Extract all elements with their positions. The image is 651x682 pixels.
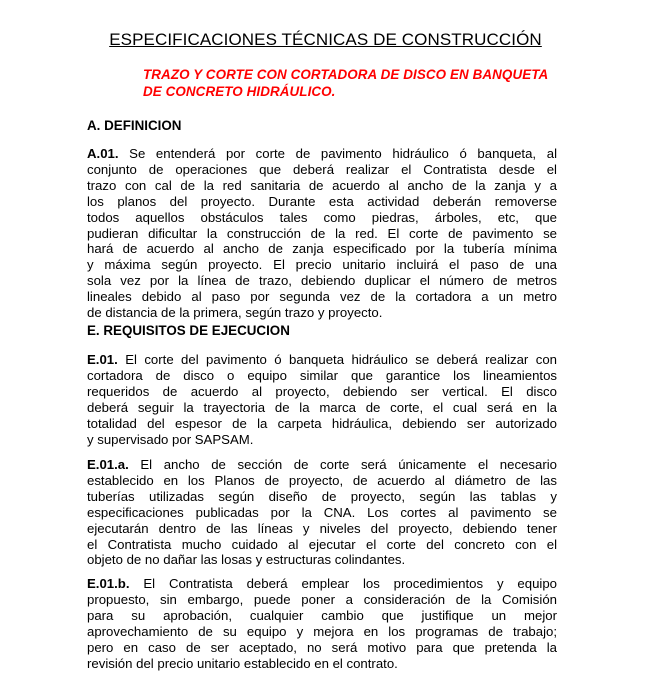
paragraph-line: establecido en los Planos de proyecto, de acuerdo al diámetro de las <box>87 472 557 488</box>
paragraph-line: pudieran dificultar la construcción de la red. El corte de pavimento se <box>87 225 557 241</box>
document-subtitle <box>143 67 573 100</box>
paragraph-line: los planos del proyecto. Durante esta actividad deberán removerse <box>87 193 557 209</box>
paragraph-line: objeto de no dañar las losas y estructuras colindantes. <box>87 552 406 568</box>
paragraph-line: cortadora de disco o equipo similar que garantice los lineamientos <box>87 367 557 383</box>
paragraph-line: requeridos de acuerdo al proyecto, debiendo ser vertical. El disco <box>87 383 557 399</box>
paragraph-line: Se entenderá por corte de pavimento hidráulico ó banqueta, al <box>129 146 557 161</box>
paragraph-line: de distancia de la primera, según trazo y proyecto. <box>87 305 383 321</box>
section-heading-definicion: A. DEFINICION <box>87 118 182 133</box>
paragraph-line: trazo con cal de la red sanitaria de acuerdo al ancho de la zanja y a <box>87 177 557 193</box>
paragraph-line: lineales debido al paso por segunda vez de la cortadora a un metro <box>87 289 557 305</box>
paragraph-line: hará de acuerdo al ancho de zanja especificado por la tubería mínima <box>87 241 557 257</box>
paragraph-line: tuberías utilizadas según diseño de proyecto, según las tablas y <box>87 488 557 504</box>
paragraph-line: El ancho de sección de corte será únicamente el necesario <box>140 457 557 472</box>
subtitle-line: TRAZO Y CORTE CON CORTADORA DE DISCO EN BANQUETA <box>143 67 549 82</box>
document-title: ESPECIFICACIONES TÉCNICAS DE CONSTRUCCIÓN <box>109 30 542 49</box>
paragraph-line: ejecutarán dentro de las líneas y niveles del proyecto, debiendo tener <box>87 520 557 536</box>
paragraph-tag: E.01.b. <box>87 576 130 591</box>
paragraph-line: aprovechamiento de su equipo y mejora en los programas de trabajo; <box>87 623 557 639</box>
paragraph-line: deberá seguir la trayectoria de la marca de corte, el cual será en la <box>87 399 557 415</box>
paragraph-e01b <box>87 576 557 671</box>
paragraph-line: propuesto, sin embargo, puede poner a consideración de la Comisión <box>87 591 557 607</box>
section-heading-requisitos: E. REQUISITOS DE EJECUCION <box>87 323 290 338</box>
paragraph-line: El corte del pavimento ó banqueta hidráulico se deberá realizar con <box>125 352 557 367</box>
paragraph-a01 <box>87 146 557 321</box>
paragraph-line: sola vez por la línea de trazo, debiendo duplicar el número de metros <box>87 273 557 289</box>
paragraph-tag: E.01.a. <box>87 457 129 472</box>
paragraph-line: totalidad del espesor de la carpeta hidráulica, debiendo ser autorizado <box>87 415 557 431</box>
paragraph-e01 <box>87 352 557 447</box>
paragraph-line: todos aquellos obstáculos tales como piedras, árboles, etc, que <box>87 209 557 225</box>
paragraph-tag: A.01. <box>87 146 119 161</box>
paragraph-line: especificaciones publicadas por la CNA. Los cortes al pavimento se <box>87 504 557 520</box>
paragraph-line: conjunto de operaciones que deberá realizar el Contratista desde el <box>87 161 557 177</box>
paragraph-line: y supervisado por SAPSAM. <box>87 431 254 447</box>
subtitle-line: DE CONCRETO HIDRÁULICO. <box>143 83 336 99</box>
paragraph-line: El Contratista deberá emplear los procedimientos y equipo <box>143 576 558 591</box>
paragraph-e01a <box>87 457 557 568</box>
paragraph-tag: E.01. <box>87 352 118 367</box>
paragraph-line: el Contratista mucho cuidado al ejecutar el corte del concreto con el <box>87 536 557 552</box>
paragraph-line: para su aprobación, cualquier cambio que justifique un mejor <box>87 607 557 623</box>
paragraph-line: pero en caso de ser aceptado, no será motivo para que pretenda la <box>87 639 557 655</box>
paragraph-line: y máxima según proyecto. El precio unitario incluirá el paso de una <box>87 257 557 273</box>
paragraph-line: revisión del precio unitario establecido en el contrato. <box>87 655 398 671</box>
